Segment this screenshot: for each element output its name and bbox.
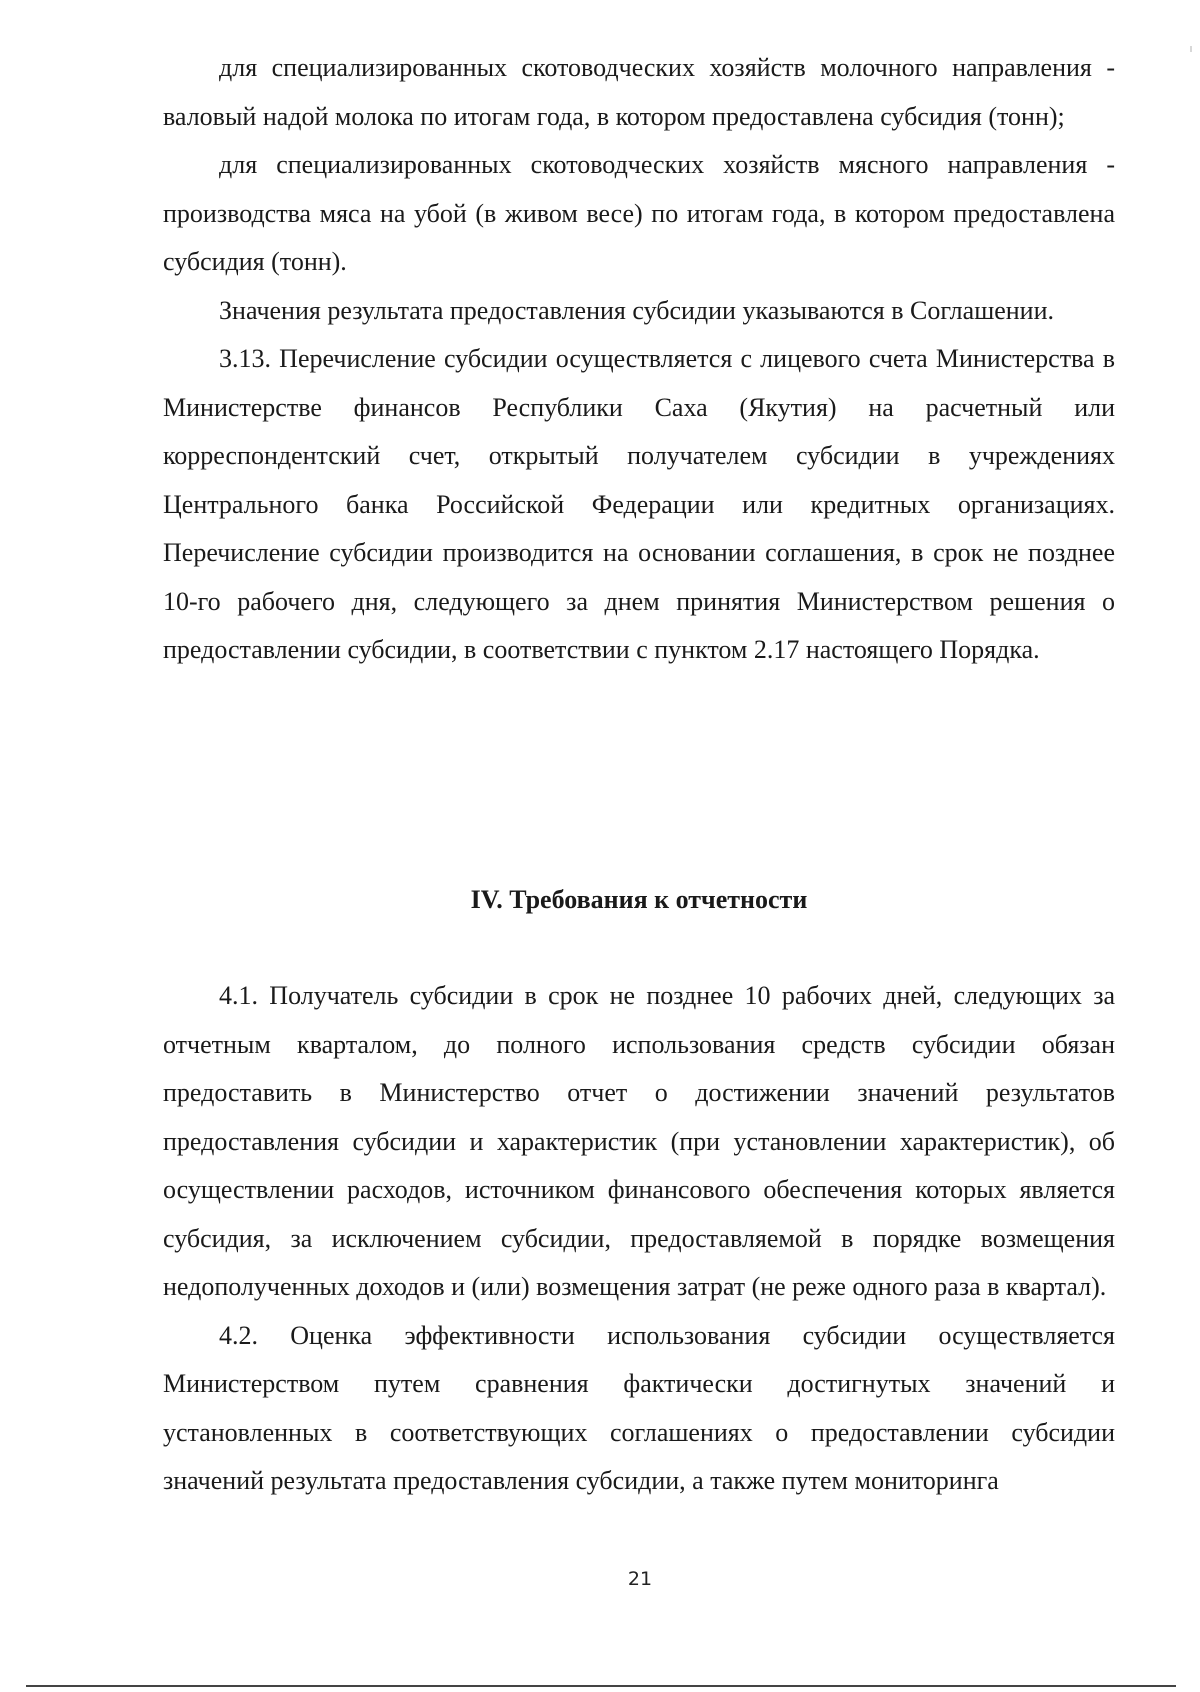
paragraph-4-1: 4.1. Получатель субсидии в срок не позднее 10 рабочих дней, следующих за отчетным кварталом, до полного использования средств субсидии обязан предоставить в Министерство отчет о достижении значений результатов предоставления субсидии и характеристик (при установлении характеристик), об осуществлении расходов, источником финансового обеспечения которых является субсидия, за исключением субсидии, предоставляемой в порядке возмещения недополученных доходов и (или) возмещения затрат (не реже одного раза в квартал). — [163, 981, 1115, 1301]
paragraph-result-values: Значения результата предоставления субсидии указываются в Соглашении. — [219, 295, 1054, 325]
paragraph-3-13: 3.13. Перечисление субсидии осуществляется с лицевого счета Министерства в Министерстве финансов Республики Саха (Якутия) на расчетный или корреспондентский счет, открытый получателем субсидии в учреждениях Центрального банка Российской Федерации или кредитных организациях. Перечисление субсидии производится на основании соглашения, в срок не позднее 10-го рабочего дня, следующего за днем принятия Министерством решения о предоставлении субсидии, в соответствии с пунктом 2.17 настоящего Порядка. — [163, 344, 1115, 664]
paragraph-meat-farms: для специализированных скотоводческих хозяйств мясного направления - производства мяса на убой (в живом весе) по итогам года, в котором предоставлена субсидия (тонн). — [163, 150, 1115, 276]
section-heading: IV. Требования к отчетности — [470, 885, 808, 914]
bottom-scan-line — [26, 1685, 1176, 1687]
scan-edge-mark — [1190, 46, 1192, 52]
body-text-upper — [163, 44, 1115, 675]
paragraph-dairy-farms: для специализированных скотоводческих хозяйств молочного направления - валовый надой молока по итогам года, в котором предоставлена субсидия (тонн); — [163, 53, 1115, 131]
body-text-lower — [163, 972, 1115, 1506]
page-number: 21 — [627, 1568, 653, 1590]
paragraph-4-2: 4.2. Оценка эффективности использования субсидии осуществляется Министерством путем сравнения фактически достигнутых значений и установленных в соответствующих соглашениях о предоставлении субсидии значений результата предоставления субсидии, а также путем мониторинга — [163, 1320, 1115, 1495]
